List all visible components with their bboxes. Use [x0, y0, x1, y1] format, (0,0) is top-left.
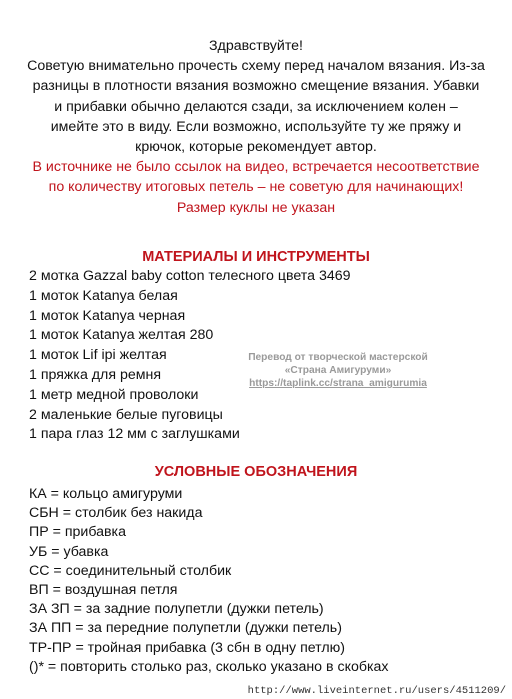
list-item: 1 моток Katanya черная [29, 307, 186, 324]
materials-heading: МАТЕРИАЛЫ И ИНСТРУМЕНТЫ [142, 249, 370, 265]
advice-line: Советую внимательно прочесть схему перед началом вязания. Из-за [27, 58, 485, 75]
advice-line: разницы в плотности вязания возможно смещение вязания. Убавки [32, 78, 480, 95]
legend-list [29, 485, 388, 677]
list-item: 2 маленькие белые пуговицы [29, 406, 223, 423]
warning-line: В источнике не было ссылок на видео, встречается несоответствие [32, 159, 480, 176]
list-item: 2 мотка Gazzal baby cotton телесного цвета 3469 [29, 268, 351, 284]
warning-line: Размер куклы не указан [176, 199, 336, 216]
list-item: 1 пара глаз 12 мм с заглушками [29, 426, 240, 443]
legend-heading: УСЛОВНЫЕ ОБОЗНАЧЕНИЯ [154, 464, 358, 480]
watermark-line: «Страна Амигуруми» [284, 365, 392, 376]
list-item: ЗА ПП = за передние полупетли (дужки петель) [29, 620, 342, 637]
advice-line: крючок, которые рекомендует автор. [135, 139, 377, 156]
watermark-line: Перевод от творческой мастерской [248, 352, 428, 363]
list-item: 1 моток Katanya желтая 280 [29, 327, 214, 344]
greeting: Здравствуйте! [208, 38, 303, 54]
list-item: 1 моток Katanya белая [29, 287, 178, 304]
warning-line: по количеству итоговых петель – не советую для начинающих! [48, 179, 464, 196]
list-item: КА = кольцо амигуруми [29, 486, 183, 502]
list-item: СС = соединительный столбик [29, 562, 232, 579]
watermark-link[interactable]: https://taplink.cc/strana_amigurumia [249, 378, 427, 389]
list-item: СБН = столбик без накида [29, 505, 203, 522]
intro-block [0, 36, 512, 218]
list-item: УБ = убавка [29, 543, 109, 560]
list-item: 1 моток Lif ipi желтая [29, 347, 167, 364]
watermark [238, 351, 438, 390]
list-item: ()* = повторить столько раз, сколько указано в скобках [29, 658, 389, 675]
advice-line: и прибавки обычно делаются сзади, за исключением колен – [54, 98, 458, 115]
advice-line: имейте это в виду. Если возможно, используйте ту же пряжу и [50, 118, 462, 135]
list-item: 1 метр медной проволоки [29, 386, 199, 403]
list-item: ЗА ЗП = за задние полупетли (дужки петель) [29, 601, 324, 618]
source-url[interactable]: http://www.liveinternet.ru/users/4511209/ [247, 685, 506, 697]
list-item: 1 пряжка для ремня [29, 366, 162, 383]
list-item: ТР-ПР = тройная прибавка (3 сбн в одну петлю) [29, 639, 346, 656]
list-item: ПР = прибавка [29, 524, 126, 541]
list-item: ВП = воздушная петля [29, 581, 178, 598]
